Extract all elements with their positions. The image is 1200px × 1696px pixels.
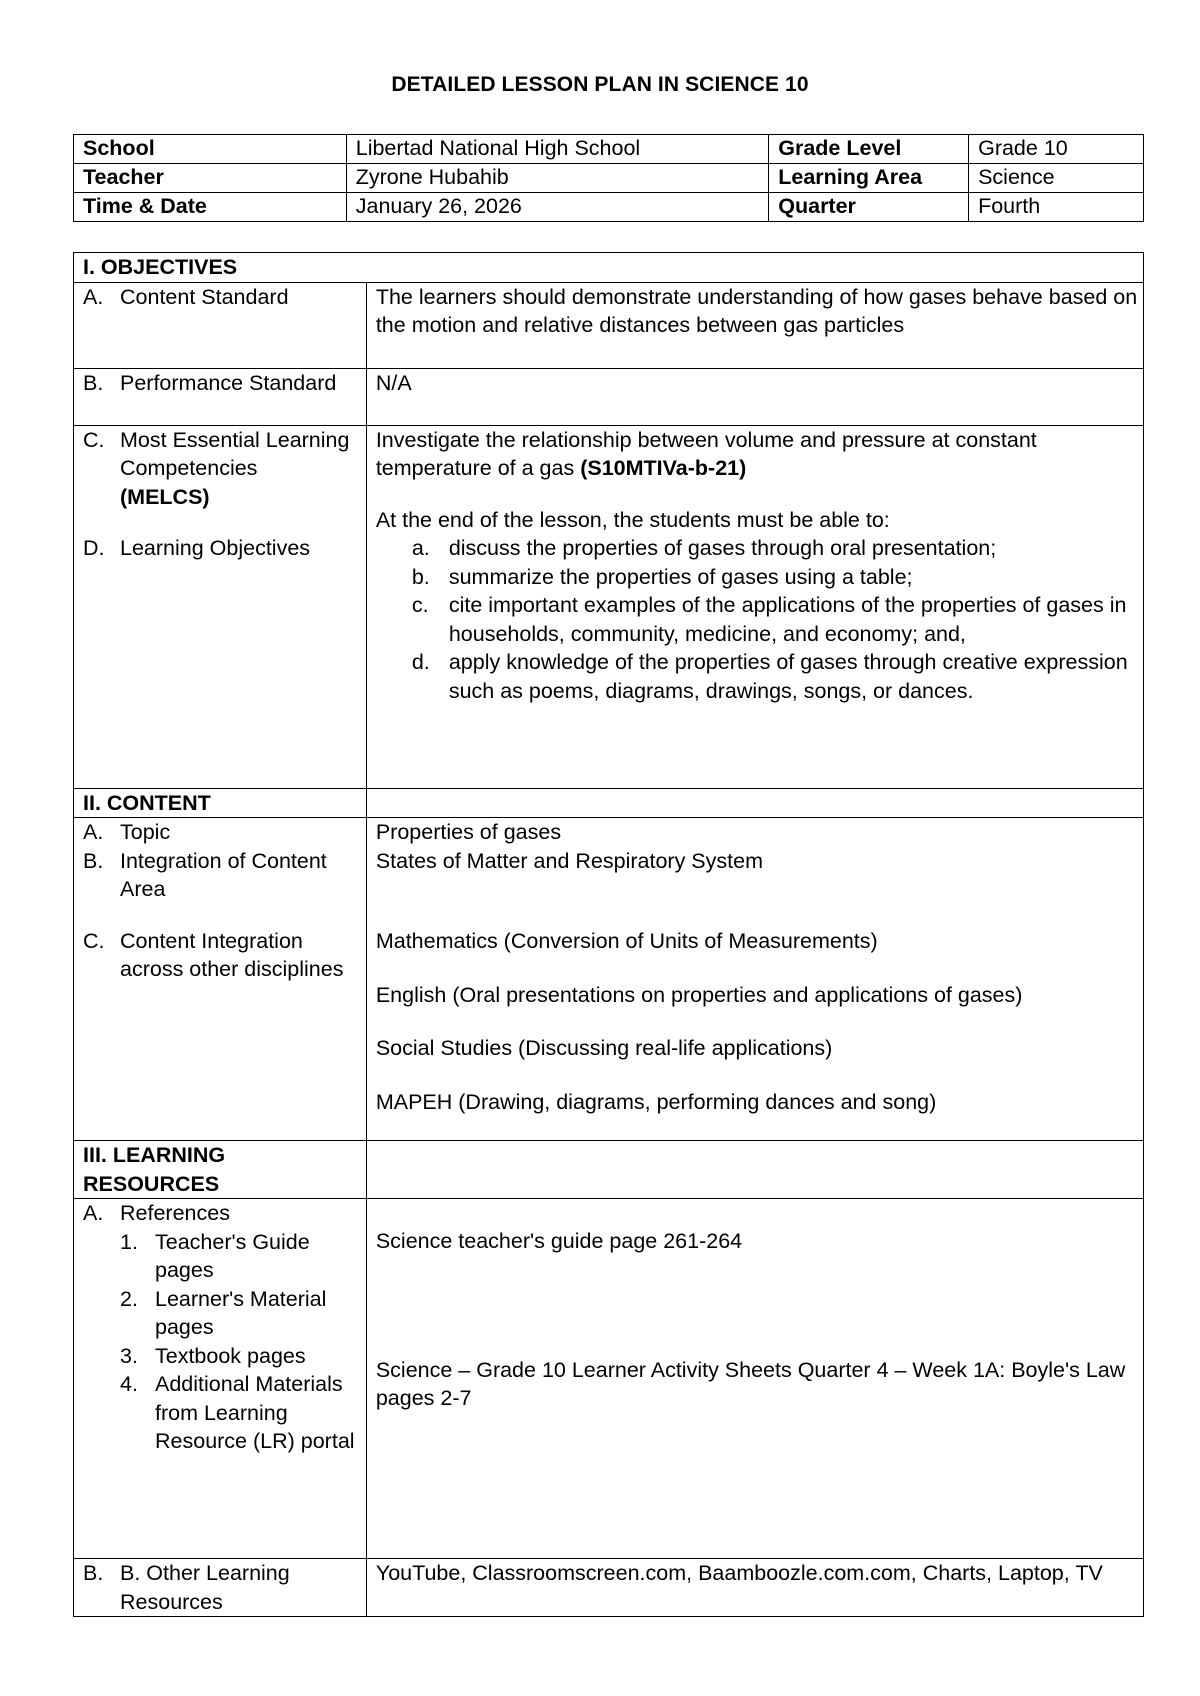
melcs-letter: C. xyxy=(83,427,105,452)
topic-value: Properties of gases xyxy=(375,820,562,844)
page-title: DETAILED LESSON PLAN IN SCIENCE 10 xyxy=(391,73,809,96)
objective-item-letter: a. xyxy=(411,536,430,560)
references-values-cell xyxy=(366,1199,1143,1559)
content-heading-row xyxy=(74,788,1144,818)
teachers-guide-value: Science teacher's guide page 261-264 xyxy=(375,1229,743,1253)
other-resources-label-cell xyxy=(74,1559,367,1617)
lesson-info-table xyxy=(73,134,1144,222)
reference-label: Teacher's Guide pages xyxy=(155,1229,310,1282)
content-integration-letter: C. xyxy=(83,928,105,953)
melcs-label-bold: (MELCS) xyxy=(120,484,210,509)
objectives-intro: At the end of the lesson, the students must be able to: xyxy=(375,507,890,532)
school-label: School xyxy=(74,135,347,164)
quarter-value: Fourth xyxy=(969,193,1144,222)
grade-level-label: Grade Level xyxy=(769,135,969,164)
other-resources-label: B. Other Learning Resources xyxy=(120,1561,290,1614)
reference-item xyxy=(83,1285,366,1342)
time-date-label: Time & Date xyxy=(74,193,347,222)
topic-label: Topic xyxy=(120,820,171,844)
content-standard-label-cell xyxy=(74,282,367,368)
reference-number: 2. xyxy=(120,1286,138,1311)
other-resources-letter: B. xyxy=(83,1561,104,1585)
references-label: References xyxy=(120,1201,230,1225)
objective-item xyxy=(376,648,1143,705)
content-values-cell xyxy=(366,818,1143,1141)
objective-item xyxy=(376,563,1143,592)
integration-letter: B. xyxy=(83,848,104,873)
performance-standard-value: N/A xyxy=(366,368,1143,425)
reference-number: 3. xyxy=(120,1343,138,1368)
learners-material-value: Science – Grade 10 Learner Activity Sheets Quarter 4 – Week 1A: Boyle's Law pages 2-7 xyxy=(375,1357,1126,1410)
info-row-time xyxy=(74,193,1144,222)
melc-text: Investigate the relationship between volume and pressure at constant temperature of a gas xyxy=(375,427,1037,480)
reference-label: Textbook pages xyxy=(155,1343,306,1368)
objective-item-text: summarize the properties of gases using a table; xyxy=(448,564,913,589)
info-row-teacher xyxy=(74,164,1144,193)
content-standard-letter: A. xyxy=(83,284,104,309)
objectives-heading: I. OBJECTIVES xyxy=(74,253,1144,283)
time-date-value: January 26, 2026 xyxy=(346,193,769,222)
quarter-label: Quarter xyxy=(769,193,969,222)
objective-item-text: apply knowledge of the properties of gases through creative expression such as poems, diagrams, drawings, songs, or dances. xyxy=(448,650,1128,703)
learning-area-value: Science xyxy=(969,164,1144,193)
topic-letter: A. xyxy=(83,820,104,844)
references-letter: A. xyxy=(83,1201,104,1225)
content-integration-label: Content Integration across other disciplines xyxy=(120,928,344,981)
objective-item-letter: c. xyxy=(411,593,429,617)
reference-label: Additional Materials from Learning Resource (LR) portal xyxy=(155,1372,355,1453)
resources-heading-empty-cell xyxy=(366,1141,1143,1199)
melc-code: (S10MTIVa-b-21) xyxy=(580,456,747,480)
lesson-plan-table xyxy=(73,252,1144,1617)
content-standard-value: The learners should demonstrate understanding of how gases behave based on the motion and relative distances between gas particles xyxy=(366,282,1143,368)
school-value: Libertad National High School xyxy=(346,135,769,164)
resources-heading: III. LEARNING RESOURCES xyxy=(74,1141,367,1199)
objectives-heading-row xyxy=(74,253,1144,283)
other-resources-row xyxy=(74,1559,1144,1617)
other-resources-value: YouTube, Classroomscreen.com, Baamboozle.com.com, Charts, Laptop, TV xyxy=(366,1559,1143,1617)
learning-objectives-letter: D. xyxy=(83,536,105,560)
reference-item xyxy=(83,1342,366,1371)
references-labels-cell xyxy=(74,1199,367,1559)
objective-item-text: cite important examples of the applications of the properties of gases in households, community, medicine, and economy; and, xyxy=(448,593,1127,646)
content-standard-row xyxy=(74,282,1144,368)
melcs-label-cell xyxy=(74,425,367,788)
integration-value: States of Matter and Respiratory System xyxy=(375,848,763,873)
grade-level-value: Grade 10 xyxy=(969,135,1144,164)
teacher-value: Zyrone Hubahib xyxy=(346,164,769,193)
discipline-item: English (Oral presentations on properties and applications of gases) xyxy=(375,982,1023,1007)
discipline-item: MAPEH (Drawing, diagrams, performing dances and song) xyxy=(375,1089,937,1114)
integration-label: Integration of Content Area xyxy=(120,848,327,901)
reference-item xyxy=(83,1228,366,1285)
performance-standard-row xyxy=(74,368,1144,425)
content-labels-cell xyxy=(74,818,367,1141)
content-body-row xyxy=(74,818,1144,1141)
reference-number: 4. xyxy=(120,1372,138,1396)
melcs-objectives-row xyxy=(74,425,1144,788)
reference-number: 1. xyxy=(120,1229,138,1254)
learning-area-label: Learning Area xyxy=(769,164,969,193)
objective-item-letter: b. xyxy=(411,564,430,589)
objective-item xyxy=(376,591,1143,648)
content-standard-label: Content Standard xyxy=(120,284,289,309)
objective-item xyxy=(376,534,1143,563)
resources-heading-row xyxy=(74,1141,1144,1199)
content-heading: II. CONTENT xyxy=(74,788,367,818)
objective-item-letter: d. xyxy=(411,650,430,674)
learning-objectives-label: Learning Objectives xyxy=(120,536,311,560)
melcs-objectives-value-cell xyxy=(366,425,1143,788)
performance-standard-letter: B. xyxy=(83,370,104,395)
content-heading-empty-cell xyxy=(366,788,1143,818)
discipline-item: Social Studies (Discussing real-life applications) xyxy=(375,1036,833,1060)
reference-item xyxy=(83,1370,366,1456)
reference-label: Learner's Material pages xyxy=(155,1286,327,1339)
objective-item-text: discuss the properties of gases through oral presentation; xyxy=(448,536,997,560)
performance-standard-label: Performance Standard xyxy=(120,370,337,395)
teacher-label: Teacher xyxy=(74,164,347,193)
performance-standard-label-cell xyxy=(74,368,367,425)
discipline-item: Mathematics (Conversion of Units of Measurements) xyxy=(375,929,878,953)
references-row xyxy=(74,1199,1144,1559)
melcs-label: Most Essential Learning Competencies xyxy=(120,427,350,480)
info-row-school xyxy=(74,135,1144,164)
